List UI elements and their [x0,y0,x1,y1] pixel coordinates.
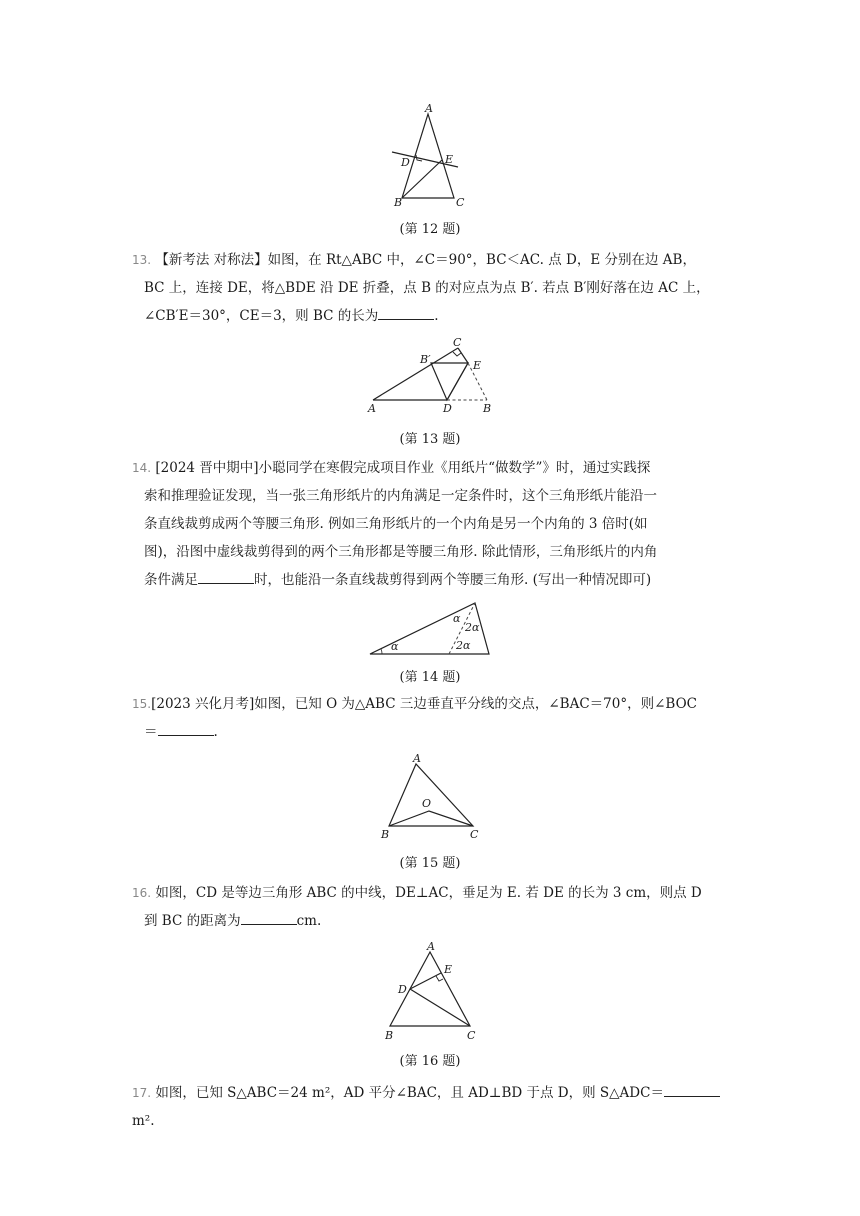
answer-blank[interactable] [241,910,297,925]
q13-line3: ∠CB′E＝30°，CE＝3，则 BC 的长为 [144,308,379,324]
q13-line2: BC 上，连接 DE，将△BDE 沿 DE 折叠，点 B 的对应点为点 B′. 若点 B′刚好落在边 AC 上， [144,280,710,296]
q16-unit: cm. [296,913,322,929]
figure-15 [375,750,485,842]
q17-unit: m². [132,1113,155,1129]
label-a: A [425,102,433,115]
question-number: 17. [132,1086,152,1100]
q15-line1: [2023 兴化月考]如图，已知 O 为△ABC 三边垂直平分线的交点，∠BAC＝70°，则∠BOC [151,696,697,712]
label-two-alpha-2: 2α [456,639,471,652]
question-number: 13. [132,253,152,267]
triangle-abc-15 [389,764,473,826]
q17-line1: 如图，已知 S△ABC＝24 m²，AD 平分∠BAC，且 AD⊥BD 于点 D，则 S△ADC＝ [155,1085,664,1101]
label-a: A [427,940,435,953]
label-b-prime: B′ [420,353,431,366]
segment-ce [458,348,468,363]
label-two-alpha-1: 2α [465,621,480,634]
question-number: 14. [132,461,152,475]
label-b: B [394,196,403,209]
figure-16 [385,940,480,1042]
q14-line5-end: 时，也能沿一条直线裁剪得到两个等腰三角形. (写出一种情况即可) [254,572,652,588]
label-e: E [473,359,482,372]
label-d: D [398,983,407,996]
answer-blank[interactable] [158,721,214,736]
question-number: 16. [132,886,152,900]
q16-line1: 如图，CD 是等边三角形 ABC 的中线，DE⊥AC，垂足为 E. 若 DE 的长为 3 cm，则点 D [155,885,702,901]
fold-line-de [447,363,468,400]
segments-bo-oc [389,811,473,826]
label-c: C [456,196,465,209]
q16-line2: 到 BC 的距离为 [144,913,241,929]
question-15 [132,690,732,746]
label-b: B [381,828,390,841]
right-angle-mark [453,352,461,356]
label-c: C [470,828,479,841]
caption-12: (第 12 题) [399,222,461,237]
angle-arc [381,649,382,654]
caption-15: (第 15 题) [399,856,461,871]
figure-14 [365,598,495,658]
q15-end: . [213,724,218,740]
label-b: B [385,1029,394,1042]
answer-blank[interactable] [664,1082,720,1097]
label-a: A [368,402,376,415]
label-o: O [422,797,432,810]
answer-blank[interactable] [198,569,254,584]
q14-line2: 索和推理验证发现，当一张三角形纸片的内角满足一定条件时，这个三角形纸片能沿一 [144,488,657,504]
segment-ac [373,348,458,400]
q15-line2: ＝ [144,724,158,740]
label-e: E [444,963,453,976]
label-d: D [443,402,452,415]
q13-line1: 【新考法 对称法】如图，在 Rt△ABC 中，∠C＝90°，BC＜AC. 点 D，E 分别在边 AB， [155,252,696,268]
question-number: 15. [132,697,152,711]
right-angle-mark [436,976,443,981]
q14-line4: 图)，沿图中虚线裁剪得到的两个三角形都是等腰三角形. 除此情形，三角形纸片的内角 [144,544,658,560]
caption-16: (第 16 题) [399,1054,461,1069]
label-e: E [445,153,454,166]
q14-line5: 条件满足 [144,572,198,588]
question-13 [132,246,732,330]
label-d: D [401,156,410,169]
q14-line1: [2024 晋中期中]小聪同学在寒假完成项目作业《用纸片“做数学”》时，通过实践探 [155,460,651,476]
median-cd [410,989,470,1026]
label-c: C [453,336,462,349]
question-17 [132,1079,732,1135]
figure-13 [365,336,500,418]
figure-12 [380,100,480,212]
question-16 [132,879,732,935]
caption-14: (第 14 题) [399,670,461,685]
q13-end: . [434,308,439,324]
q14-line3: 条直线裁剪成两个等腰三角形. 例如三角形纸片的一个内角是另一个内角的 3 倍时(如 [144,516,648,532]
caption-13: (第 13 题) [399,432,461,447]
question-14 [132,454,732,594]
answer-blank[interactable] [378,305,434,320]
label-a: A [413,752,421,765]
label-alpha-1: α [391,640,399,653]
label-b: B [483,402,492,415]
label-alpha-2: α [453,612,461,625]
label-c: C [467,1029,476,1042]
